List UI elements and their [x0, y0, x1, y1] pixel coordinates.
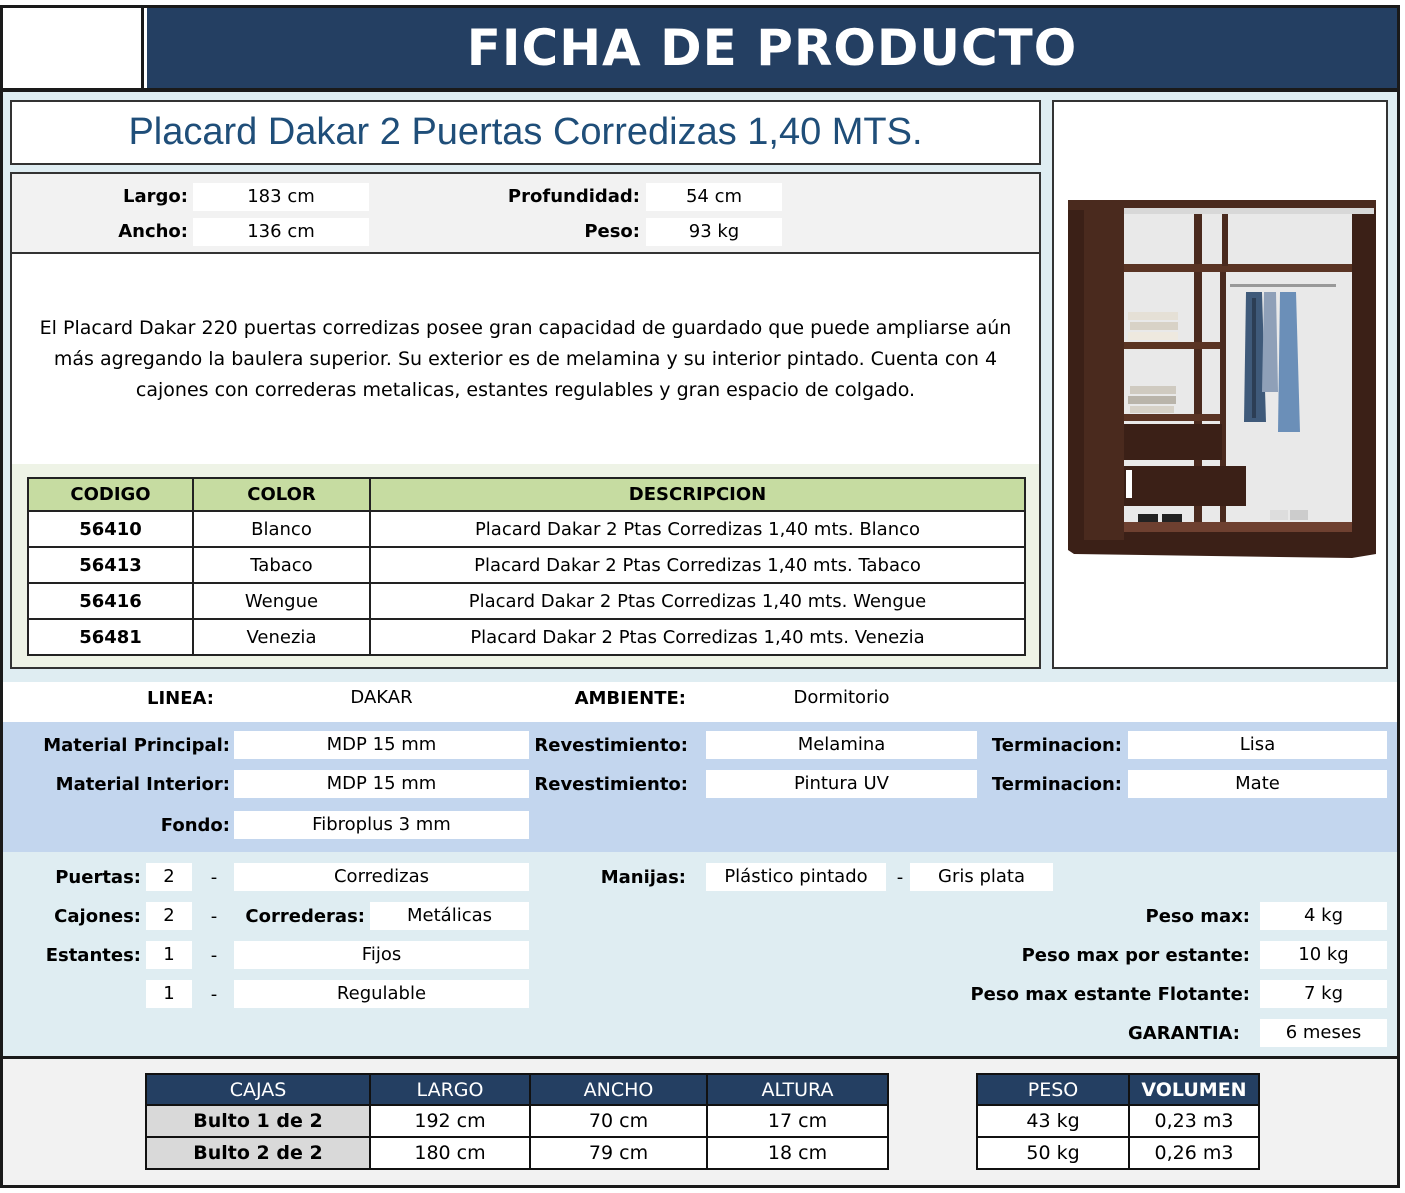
- package-largo-cell: 180 cm: [370, 1137, 530, 1169]
- material-principal-value: MDP 15 mm: [234, 731, 529, 759]
- ancho-value: 136 cm: [193, 218, 369, 246]
- garantia-label: GARANTIA:: [1128, 1023, 1240, 1044]
- peso-value: 93 kg: [646, 218, 782, 246]
- package-volumen-cell: 0,26 m3: [1129, 1137, 1259, 1169]
- description-cell: Placard Dakar 2 Ptas Corredizas 1,40 mts. Tabaco: [370, 547, 1025, 583]
- package-volumen-cell: 0,23 m3: [1129, 1105, 1259, 1137]
- revestimiento-2-label: Revestimiento:: [534, 774, 688, 795]
- packages-table-header: [146, 1074, 888, 1105]
- column-header: COLOR: [193, 478, 370, 511]
- package-peso-cell: 43 kg: [977, 1105, 1129, 1137]
- material-interior-value: MDP 15 mm: [234, 770, 529, 798]
- codes-table: [27, 477, 1026, 656]
- weights-table: [976, 1073, 1260, 1170]
- description-cell: Placard Dakar 2 Ptas Corredizas 1,40 mts. Blanco: [370, 511, 1025, 547]
- product-name: Placard Dakar 2 Puertas Corredizas 1,40 MTS.: [10, 100, 1041, 165]
- linea-value: DAKAR: [234, 684, 529, 712]
- profundidad-value: 54 cm: [646, 183, 782, 211]
- table-row: [146, 1105, 888, 1137]
- color-cell: Blanco: [193, 511, 370, 547]
- column-header: LARGO: [370, 1074, 530, 1105]
- material-principal-label: Material Principal:: [43, 735, 230, 756]
- page-title: FICHA DE PRODUCTO: [147, 8, 1397, 88]
- ambiente-label: AMBIENTE:: [574, 688, 686, 709]
- peso-max-estante-label: Peso max por estante:: [1021, 945, 1250, 966]
- correderas-value: Metálicas: [370, 902, 529, 930]
- table-row: [977, 1137, 1259, 1169]
- package-name-cell: Bulto 2 de 2: [146, 1137, 370, 1169]
- estantes-fijos-value: Fijos: [234, 941, 529, 969]
- column-header: CODIGO: [28, 478, 193, 511]
- peso-label: Peso:: [584, 221, 640, 242]
- column-header: ANCHO: [530, 1074, 707, 1105]
- puertas-label: Puertas:: [55, 867, 141, 888]
- fondo-value: Fibroplus 3 mm: [234, 811, 529, 839]
- table-row: [28, 583, 1025, 619]
- estantes-fijos-count: 1: [146, 941, 192, 969]
- revestimiento-1-label: Revestimiento:: [534, 735, 688, 756]
- largo-label: Largo:: [123, 186, 188, 207]
- color-cell: Venezia: [193, 619, 370, 655]
- table-row: [977, 1105, 1259, 1137]
- separator-dash: -: [210, 984, 218, 1005]
- peso-max-flotante-label: Peso max estante Flotante:: [970, 984, 1250, 1005]
- packages-table: [145, 1073, 889, 1170]
- column-header: VOLUMEN: [1129, 1074, 1259, 1105]
- column-header: ALTURA: [707, 1074, 888, 1105]
- puertas-value: Corredizas: [234, 863, 529, 891]
- peso-max-label: Peso max:: [1145, 906, 1250, 927]
- profundidad-label: Profundidad:: [507, 186, 640, 207]
- product-description: [10, 252, 1041, 466]
- terminacion-1-label: Terminacion:: [991, 735, 1122, 756]
- separator-dash: -: [210, 867, 218, 888]
- revestimiento-1-value: Melamina: [706, 731, 977, 759]
- estantes-label: Estantes:: [45, 945, 141, 966]
- terminacion-2-value: Mate: [1128, 770, 1387, 798]
- code-cell: 56416: [28, 583, 193, 619]
- logo-area: [3, 8, 144, 88]
- table-row: [28, 511, 1025, 547]
- package-ancho-cell: 70 cm: [530, 1105, 707, 1137]
- cajones-label: Cajones:: [54, 906, 141, 927]
- ambiente-value: Dormitorio: [706, 684, 977, 712]
- wardrobe-illustration: [1054, 102, 1386, 667]
- terminacion-1-value: Lisa: [1128, 731, 1387, 759]
- separator-dash: -: [210, 906, 218, 927]
- material-interior-label: Material Interior:: [55, 774, 230, 795]
- package-altura-cell: 17 cm: [707, 1105, 888, 1137]
- ancho-label: Ancho:: [118, 221, 188, 242]
- fondo-label: Fondo:: [160, 815, 230, 836]
- correderas-label: Correderas:: [245, 906, 365, 927]
- code-cell: 56413: [28, 547, 193, 583]
- peso-max-flotante-value: 7 kg: [1260, 980, 1387, 1008]
- table-row: [28, 619, 1025, 655]
- description-cell: Placard Dakar 2 Ptas Corredizas 1,40 mts. Wengue: [370, 583, 1025, 619]
- package-altura-cell: 18 cm: [707, 1137, 888, 1169]
- column-header: DESCRIPCION: [370, 478, 1025, 511]
- package-peso-cell: 50 kg: [977, 1137, 1129, 1169]
- garantia-value: 6 meses: [1260, 1019, 1387, 1047]
- color-cell: Tabaco: [193, 547, 370, 583]
- color-cell: Wengue: [193, 583, 370, 619]
- package-name-cell: Bulto 1 de 2: [146, 1105, 370, 1137]
- table-row: [28, 547, 1025, 583]
- linea-label: LINEA:: [147, 688, 214, 709]
- peso-max-value: 4 kg: [1260, 902, 1387, 930]
- code-cell: 56481: [28, 619, 193, 655]
- manijas-color: Gris plata: [910, 863, 1053, 891]
- package-ancho-cell: 79 cm: [530, 1137, 707, 1169]
- separator-dash: -: [210, 945, 218, 966]
- codes-table-header: [28, 478, 1025, 511]
- description-cell: Placard Dakar 2 Ptas Corredizas 1,40 mts. Venezia: [370, 619, 1025, 655]
- table-row: [146, 1137, 888, 1169]
- manijas-label: Manijas:: [600, 867, 686, 888]
- column-header: CAJAS: [146, 1074, 370, 1105]
- cajones-count: 2: [146, 902, 192, 930]
- package-largo-cell: 192 cm: [370, 1105, 530, 1137]
- terminacion-2-label: Terminacion:: [991, 774, 1122, 795]
- estantes-regulables-count: 1: [146, 980, 192, 1008]
- code-cell: 56410: [28, 511, 193, 547]
- product-image: [1052, 100, 1388, 669]
- separator-dash: -: [896, 867, 904, 888]
- description-text: El Placard Dakar 220 puertas corredizas posee gran capacidad de guardado que puede ampliarse aún más agregando la baulera superior. Su exterior es de melamina y su interior pintado. Cuenta con 4 cajones con correderas metalicas, estantes regulables y gran espacio de colgado.: [39, 316, 1012, 401]
- manijas-material: Plástico pintado: [706, 863, 886, 891]
- largo-value: 183 cm: [193, 183, 369, 211]
- revestimiento-2-value: Pintura UV: [706, 770, 977, 798]
- estantes-regulables-value: Regulable: [234, 980, 529, 1008]
- puertas-count: 2: [146, 863, 192, 891]
- peso-max-estante-value: 10 kg: [1260, 941, 1387, 969]
- column-header: PESO: [977, 1074, 1129, 1105]
- weights-table-header: [977, 1074, 1259, 1105]
